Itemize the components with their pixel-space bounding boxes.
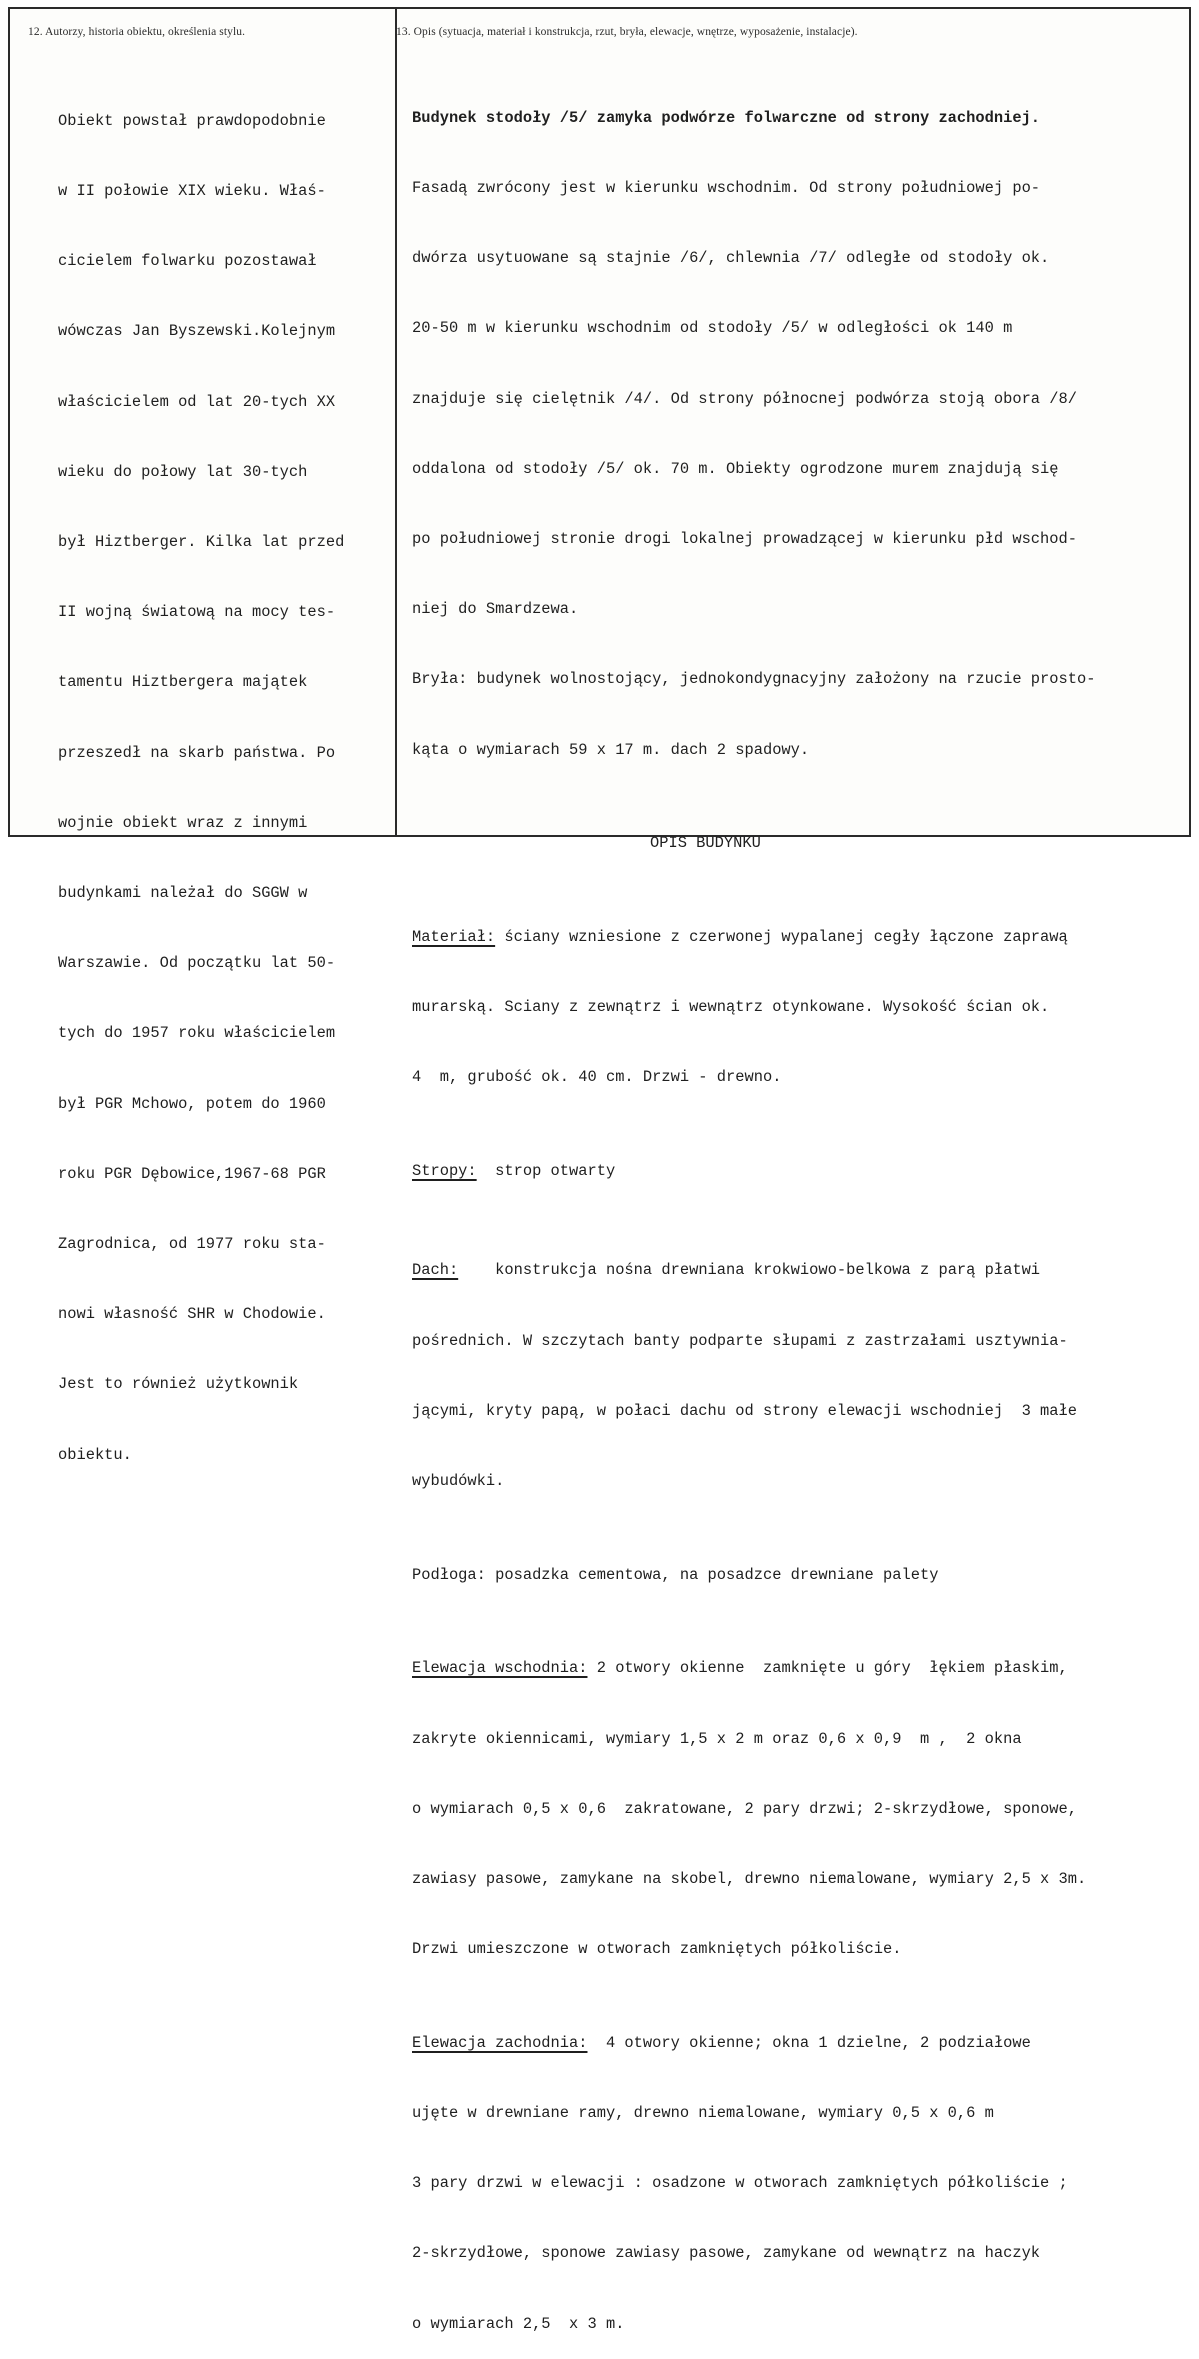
stropy-row xyxy=(412,1160,1095,1183)
material-line: 4 m, grubość ok. 40 cm. Drzwi - drewno. xyxy=(412,1068,782,1087)
history-line: w II połowie XIX wieku. Właś- xyxy=(58,182,326,201)
dach-text: konstrukcja nośna drewniana krokwiowo-belkowa z parą płatwi xyxy=(458,1261,1041,1280)
stropy-label: Stropy: xyxy=(412,1161,477,1180)
history-line: obiektu. xyxy=(58,1445,132,1464)
history-line: II wojną światową na mocy tes- xyxy=(58,603,336,622)
elewacja-zachodnia-line: o wymiarach 2,5 x 3 m. xyxy=(412,2314,625,2333)
dach-line: wybudówki. xyxy=(412,1472,505,1491)
description-line: 20-50 m w kierunku wschodnim od stodoły /5/ w odległości ok 140 m xyxy=(412,319,1013,338)
left-column-header: 12. Autorzy, historia obiektu, określenia stylu. xyxy=(28,26,246,38)
bryla-line: Bryła: budynek wolnostojący, jednokondygnacyjny założony na rzucie prosto- xyxy=(412,670,1096,689)
description-line: niej do Smardzewa. xyxy=(412,600,579,619)
history-line: tamentu Hiztbergera majątek xyxy=(58,673,308,692)
stropy-text: strop otwarty xyxy=(476,1161,616,1180)
history-line: tych do 1957 roku właścicielem xyxy=(58,1024,336,1043)
column-divider xyxy=(395,9,397,835)
history-line: wieku do połowy lat 30-tych xyxy=(58,462,308,481)
history-line: wojnie obiekt wraz z innymi xyxy=(58,813,308,832)
history-line: budynkami należał do SGGW w xyxy=(58,884,308,903)
elewacja-zachodnia-row xyxy=(412,2032,1095,2055)
history-line: cicielem folwarku pozostawał xyxy=(58,252,317,271)
elewacja-wschodnia-label: Elewacja wschodnia: xyxy=(412,1659,588,1678)
description-line: Fasadą zwrócony jest w kierunku wschodnim. Od strony południowej po- xyxy=(412,179,1041,198)
description-line: oddalona od stodoły /5/ ok. 70 m. Obiekty ogrodzone murem znajdują się xyxy=(412,459,1059,478)
dach-row xyxy=(412,1259,1095,1282)
material-row xyxy=(412,926,1095,949)
elewacja-wschodnia-row xyxy=(412,1657,1095,1680)
elewacja-wschodnia-line: zawiasy pasowe, zamykane na skobel, drewno niemalowane, wymiary 2,5 x 3m. xyxy=(412,1869,1087,1888)
podloga-line: Podłoga: posadzka cementowa, na posadzce drewniane palety xyxy=(412,1565,939,1584)
right-column-header: 13. Opis (sytuacja, materiał i konstrukcja, rzut, bryła, elewacje, wnętrze, wyposażenie, instalacje). xyxy=(396,26,858,38)
dach-label: Dach: xyxy=(412,1261,459,1280)
history-line: był PGR Mchowo, potem do 1960 xyxy=(58,1094,326,1113)
elewacja-wschodnia-line: zakryte okiennicami, wymiary 1,5 x 2 m oraz 0,6 x 0,9 m , 2 okna xyxy=(412,1729,1022,1748)
elewacja-zachodnia-text: 4 otwory okienne; okna 1 dzielne, 2 podziałowe xyxy=(587,2033,1031,2052)
history-line: Warszawie. Od początku lat 50- xyxy=(58,954,336,973)
description-line: dwórza usytuowane są stajnie /6/, chlewnia /7/ odległe od stodoły ok. xyxy=(412,249,1050,268)
description-line: po południowej stronie drogi lokalnej prowadzącej w kierunku płd wschod- xyxy=(412,530,1077,549)
bryla-line: kąta o wymiarach 59 x 17 m. dach 2 spadowy. xyxy=(412,740,810,759)
history-line: przeszedł na skarb państwa. Po xyxy=(58,743,336,762)
elewacja-wschodnia-text: 2 otwory okienne zamknięte u góry łękiem płaskim, xyxy=(587,1659,1068,1678)
elewacja-wschodnia-line: o wymiarach 0,5 x 0,6 zakratowane, 2 pary drzwi; 2-skrzydłowe, sponowe, xyxy=(412,1799,1077,1818)
elewacja-zachodnia-line: 3 pary drzwi w elewacji : osadzone w otworach zamkniętych półkoliście ; xyxy=(412,2174,1068,2193)
history-line: Zagrodnica, od 1977 roku sta- xyxy=(58,1235,326,1254)
description-line: znajduje się cielętnik /4/. Od strony północnej podwórza stoją obora /8/ xyxy=(412,389,1077,408)
material-text: ściany wzniesione z czerwonej wypalanej cegły łączone zaprawą xyxy=(495,927,1068,946)
section-title: OPIS BUDYNKU xyxy=(650,834,761,853)
elewacja-zachodnia-label: Elewacja zachodnia: xyxy=(412,2033,588,2052)
history-text xyxy=(58,63,344,1490)
dach-line: pośrednich. W szczytach banty podparte słupami z zastrzałami usztywnia- xyxy=(412,1331,1068,1350)
elewacja-zachodnia-line: ujęte w drewniane ramy, drewno niemalowane, wymiary 0,5 x 0,6 m xyxy=(412,2103,994,2122)
history-line: nowi własność SHR w Chodowie. xyxy=(58,1305,326,1324)
history-line: roku PGR Dębowice,1967-68 PGR xyxy=(58,1164,326,1183)
dach-line: jącymi, kryty papą, w połaci dachu od strony elewacji wschodniej 3 małe xyxy=(412,1401,1077,1420)
section-title-row xyxy=(412,832,1095,855)
history-line: właścicielem od lat 20-tych XX xyxy=(58,392,336,411)
description-text xyxy=(412,60,1095,2359)
elewacja-wschodnia-line: Drzwi umieszczone w otworach zamkniętych półkoliście. xyxy=(412,1940,902,1959)
material-line: murarską. Sciany z zewnątrz i wewnątrz otynkowane. Wysokość ścian ok. xyxy=(412,998,1050,1017)
material-label: Materiał: xyxy=(412,927,496,946)
history-line: był Hiztberger. Kilka lat przed xyxy=(58,533,345,552)
history-line: Jest to również użytkownik xyxy=(58,1375,299,1394)
history-line: Obiekt powstał prawdopodobnie xyxy=(58,111,326,130)
elewacja-zachodnia-line: 2-skrzydłowe, sponowe zawiasy pasowe, zamykane od wewnątrz na haczyk xyxy=(412,2244,1041,2263)
description-line: Budynek stodoły /5/ zamyka podwórze folwarczne od strony zachodniej. xyxy=(412,108,1041,127)
history-line: wówczas Jan Byszewski.Kolejnym xyxy=(58,322,336,341)
